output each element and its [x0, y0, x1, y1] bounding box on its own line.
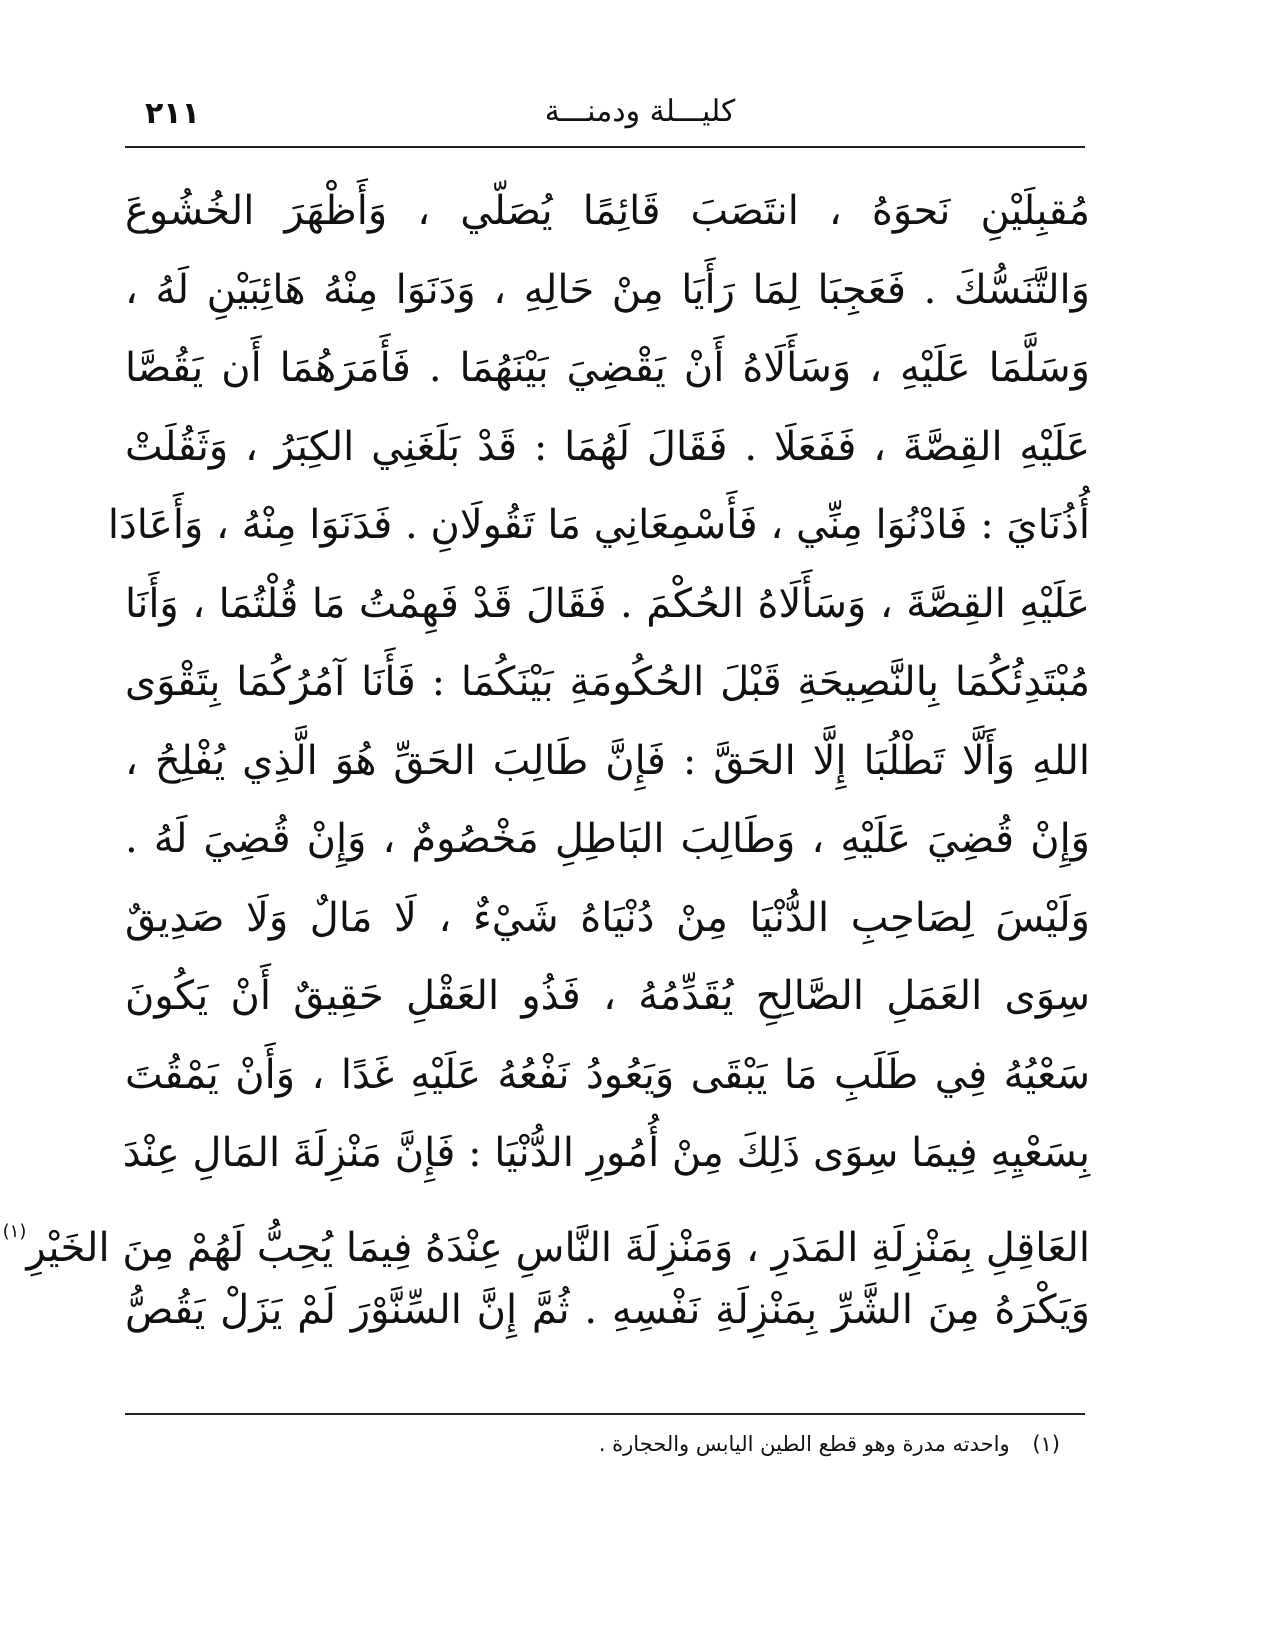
footnote [400, 1432, 1060, 1456]
text-line-8: اللهِ وَأَلَّا تَطْلُبَا إِلَّا الحَقَّ : فَإِنَّ طَالِبَ الحَقِّ هُوَ الَّذِي يُفْلِحُ ، [125, 737, 1090, 784]
text-line-7: مُبْتَدِئُكُمَا بِالنَّصِيحَةِ قَبْلَ الحُكُومَةِ بَيْنَكُمَا : فَأَنَا آمُرُكُمَا بِتَقْوَى [125, 659, 1090, 705]
header-divider [125, 146, 1085, 148]
text-line-10: وَلَيْسَ لِصَاحِبِ الدُّنْيَا مِنْ دُنْيَاهُ شَيْءٌ ، لَا مَالٌ وَلَا صَدِيقٌ [125, 894, 1090, 941]
text-line-2: وَالتَّنَسُّكَ . فَعَجِبَا لِمَا رَأَيَا مِنْ حَالِهِ ، وَدَنَوَا مِنْهُ هَائِبَيْنِ لَهُ ، [125, 266, 1090, 313]
body-text [2, 172, 1090, 1350]
text-line-9: وَإِنْ قُضِيَ عَلَيْهِ ، وَطَالِبَ البَاطِلِ مَخْصُومٌ ، وَإِنْ قُضِيَ لَهُ . [125, 816, 1090, 862]
page-number: ٢١١ [145, 96, 200, 131]
footnote-reference: (١) [2, 1220, 27, 1242]
footnote-text: واحدته مدرة وهو قطع الطين اليابس والحجارة . [598, 1432, 1010, 1456]
footnote-number: (١) [1032, 1432, 1060, 1456]
text-line-3: وَسَلَّمَا عَلَيْهِ ، وَسَأَلَاهُ أَنْ يَقْضِيَ بَيْنَهُمَا . فَأَمَرَهُمَا أَن يَقُصَّا [125, 345, 1090, 391]
text-line-5: أُذُنَايَ : فَادْنُوَا مِنِّي ، فَأَسْمِعَانِي مَا تَقُولَانِ . فَدَنَوَا مِنْهُ ، وَأَعَادَا [107, 502, 1090, 548]
text-line-14: العَاقِلِ بِمَنْزِلَةِ المَدَرِ ، وَمَنْزِلَةَ النَّاسِ عِنْدَهُ فِيمَا يُحِبُّ لَهُمْ مِنَ الخَيْرِ$^{(١)}$ [2, 1220, 1090, 1271]
running-title: كليـــلة ودمنـــة [544, 94, 736, 129]
text-line-13: بِسَعْيِهِ فِيمَا سِوَى ذَلِكَ مِنْ أُمُورِ الدُّنْيَا : فَإِنَّ مَنْزِلَةَ المَالِ عِنْدَ [122, 1130, 1090, 1176]
text-line-4: عَلَيْهِ القِصَّةَ ، فَفَعَلَا . فَقَالَ لَهُمَا : قَدْ بَلَغَنِي الكِبَرُ ، وَثَقُلَتْ [125, 423, 1090, 470]
text-line-1: مُقبِلَيْنِ نَحوَهُ ، انتَصَبَ قَائِمًا يُصَلّي ، وَأَظْهَرَ الخُشُوعَ [125, 188, 1090, 234]
text-line-6: عَلَيْهِ القِصَّةَ ، وَسَأَلَاهُ الحُكْمَ . فَقَالَ قَدْ فَهِمْتُ مَا قُلْتُمَا ، وَأَنَا [125, 580, 1090, 627]
page-header [125, 86, 1085, 136]
footnote-divider [125, 1413, 1085, 1415]
text-line-12: سَعْيُهُ فِي طَلَبِ مَا يَبْقَى وَيَعُودُ نَفْعُهُ عَلَيْهِ غَدًا ، وَأَنْ يَمْقُتَ [125, 1051, 1090, 1098]
text-line-11: سِوَى العَمَلِ الصَّالِحِ يُقَدِّمُهُ ، فَذُو العَقْلِ حَقِيقٌ أَنْ يَكُونَ [125, 973, 1090, 1019]
text-line-15: وَيَكْرَهُ مِنَ الشَّرِّ بِمَنْزِلَةِ نَفْسِهِ . ثُمَّ إِنَّ السِّنَّوْرَ لَمْ يَزَلْ يَقُصُّ [125, 1287, 1090, 1333]
